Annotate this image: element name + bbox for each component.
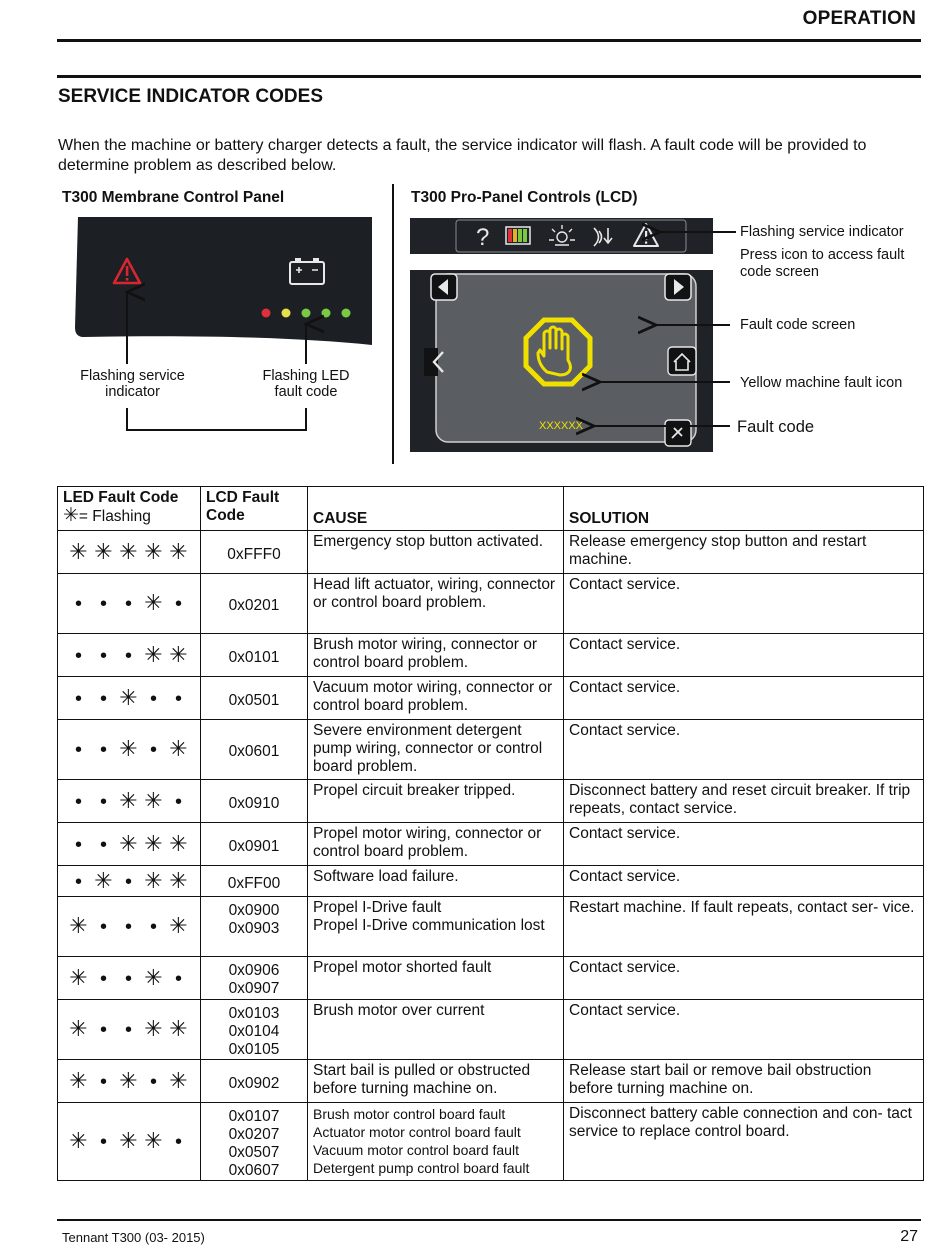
annotation-flashing-indicator: Flashing service indicator (740, 224, 904, 240)
solution-cell: Release start bail or remove bail obstruction before turning machine on. (564, 1060, 924, 1103)
lcd-code-cell (201, 957, 308, 1000)
led-light (322, 309, 331, 318)
header-rule (57, 39, 921, 42)
led-dot-icon: • (99, 739, 108, 761)
led-dot-icon: • (174, 1131, 183, 1153)
flashing-star-icon: ✳ (119, 1067, 139, 1093)
solution-cell: Contact service. (564, 957, 924, 1000)
led-dot-icon: • (99, 1131, 108, 1153)
cause-text: Emergency stop button activated. (313, 533, 544, 550)
led-pattern-cell (58, 634, 201, 677)
led-dot-icon: • (99, 687, 108, 710)
flashing-star-icon: ✳ (169, 1067, 189, 1093)
cause-cell (308, 1000, 564, 1060)
lcd-code-cell (201, 780, 308, 823)
lcd-code: 0x0501 (228, 691, 280, 709)
battery-level-icon[interactable] (506, 227, 530, 244)
flashing-star-icon: ✳ (169, 538, 189, 564)
led-dot-icon: • (99, 916, 108, 938)
lcd-code-cell (201, 823, 308, 866)
solution-cell: Contact service. (564, 866, 924, 897)
lcd-panel-image (410, 216, 713, 452)
lcd-code: 0x0105 (228, 1041, 280, 1058)
led-pattern-cell (58, 823, 201, 866)
table-row (58, 574, 924, 634)
lcd-code-cell (201, 1000, 308, 1060)
table-row (58, 1000, 924, 1060)
flashing-star-icon: ✳ (169, 867, 189, 893)
help-icon[interactable]: ? (476, 224, 490, 251)
lcd-code: 0xFFF0 (227, 545, 281, 563)
cause-text: Actuator motor control board fault (313, 1124, 521, 1140)
flashing-star-icon: ✳ (169, 641, 189, 667)
lcd-code: 0xFF00 (227, 874, 281, 892)
lcd-code-cell (201, 897, 308, 957)
annotation-fault-code: Fault code (737, 418, 815, 436)
header-solution: SOLUTION (564, 487, 924, 531)
header-led-label: LED Fault Code (63, 489, 179, 506)
lcd-code: 0x0902 (228, 1074, 280, 1092)
caption-flashing-service-indicator: Flashing service indicator (80, 368, 185, 400)
led-dot-icon: • (174, 790, 183, 813)
led-dot-icon: • (99, 833, 108, 856)
flashing-star-icon: ✳ (169, 830, 189, 856)
flashing-star-icon: ✳ (144, 641, 164, 667)
lcd-code-cell (201, 677, 308, 720)
led-pattern-cell (58, 531, 201, 574)
lcd-code: 0x0607 (228, 1162, 280, 1179)
cause-cell (308, 780, 564, 823)
led-dot-icon: • (174, 967, 183, 990)
cause-text: Brush motor control board fault (313, 1106, 506, 1122)
cause-cell (308, 634, 564, 677)
led-light (302, 309, 311, 318)
flashing-star-icon: ✳ (69, 538, 89, 564)
prev-arrow-button[interactable] (431, 274, 457, 300)
solution-cell: Contact service. (564, 634, 924, 677)
table-row (58, 957, 924, 1000)
lcd-code-cell (201, 574, 308, 634)
lcd-code-cell (201, 866, 308, 897)
membrane-panel-heading: T300 Membrane Control Panel (62, 189, 285, 206)
lcd-code: 0x0201 (228, 597, 280, 614)
tool-icon[interactable] (665, 420, 691, 446)
led-pattern-cell (58, 720, 201, 780)
cause-text: Propel motor wiring, connector or control board problem. (313, 825, 542, 860)
flashing-star-icon: ✳ (144, 1128, 164, 1153)
solution-cell: Contact service. (564, 1000, 924, 1060)
led-dot-icon: • (74, 687, 83, 710)
solution-cell: Contact service. (564, 720, 924, 780)
led-pattern-cell (58, 897, 201, 957)
lcd-code-cell (201, 1060, 308, 1103)
led-dot-icon: • (149, 687, 158, 710)
led-dot-icon: • (124, 870, 133, 893)
solution-cell: Disconnect battery cable connection and con- tact service to replace control board. (564, 1103, 924, 1181)
header-led-legend: = Flashing (78, 508, 151, 525)
caption-flashing-led: Flashing LED fault code (262, 368, 350, 400)
solution-cell: Release emergency stop button and restart machine. (564, 531, 924, 574)
cause-text: Propel I-Drive fault (313, 899, 442, 916)
flashing-star-icon: ✳ (94, 538, 114, 564)
flashing-star-icon: ✳ (144, 867, 164, 893)
lcd-code-cell (201, 1103, 308, 1181)
led-pattern-cell (58, 866, 201, 897)
table-header-row (58, 487, 924, 531)
cause-text: Vacuum motor control board fault (313, 1142, 519, 1158)
flashing-star-icon: ✳ (144, 590, 164, 615)
cause-cell (308, 677, 564, 720)
table-row (58, 866, 924, 897)
cause-text: Vacuum motor wiring, connector or control board problem. (313, 679, 553, 714)
flashing-star-icon: ✳ (119, 684, 139, 710)
led-dot-icon: • (149, 1070, 158, 1093)
footer-rule (57, 1219, 921, 1221)
led-light (342, 309, 351, 318)
table-row (58, 1103, 924, 1181)
cause-text: Head lift actuator, wiring, connector or control board problem. (313, 576, 556, 611)
lcd-code-cell (201, 634, 308, 677)
cause-text: Start bail is pulled or obstructed before turning machine on. (313, 1062, 531, 1097)
flashing-star-icon: ✳ (144, 787, 164, 813)
lcd-code: 0x0101 (228, 648, 280, 666)
led-pattern-cell (58, 1103, 201, 1181)
led-dot-icon: • (99, 967, 108, 990)
flashing-star-icon: ✳ (144, 1016, 164, 1041)
flashing-star-icon: ✳ (169, 913, 189, 938)
fault-code-table (57, 486, 924, 1181)
led-pattern-cell (58, 574, 201, 634)
flashing-star-icon: ✳ (119, 787, 139, 813)
flashing-star-icon: ✳ (63, 505, 79, 526)
annotation-press-icon: Press icon to access fault code screen (740, 247, 905, 280)
flashing-star-icon: ✳ (69, 1067, 89, 1093)
lcd-code-cell (201, 720, 308, 780)
cause-cell (308, 1103, 564, 1181)
lcd-code: 0x0507 (228, 1144, 280, 1161)
section-header: OPERATION (802, 8, 916, 29)
column-divider (392, 184, 394, 464)
header-cause: CAUSE (308, 487, 564, 531)
flashing-star-icon: ✳ (144, 538, 164, 564)
led-pattern-cell (58, 957, 201, 1000)
table-row (58, 634, 924, 677)
cause-cell (308, 1060, 564, 1103)
solution-cell: Contact service. (564, 677, 924, 720)
lcd-code: 0x0906 (228, 962, 280, 979)
led-dot-icon: • (124, 593, 133, 615)
led-dot-icon: • (174, 593, 183, 615)
led-dot-icon: • (99, 1019, 108, 1041)
table-row (58, 780, 924, 823)
solution-cell: Disconnect battery and reset circuit breaker. If trip repeats, contact service. (564, 780, 924, 823)
lcd-code: 0x0104 (228, 1023, 280, 1040)
led-dot-icon: • (149, 739, 158, 761)
flashing-star-icon: ✳ (119, 538, 139, 564)
lcd-code: 0x0103 (228, 1005, 280, 1022)
lcd-code: 0x0107 (228, 1108, 280, 1125)
flashing-star-icon: ✳ (119, 1128, 139, 1153)
cause-text: Software load failure. (313, 868, 459, 885)
annotation-yellow-fault-icon: Yellow machine fault icon (740, 375, 903, 391)
lcd-code-cell (201, 531, 308, 574)
led-dot-icon: • (74, 833, 83, 856)
lcd-panel-heading: T300 Pro-Panel Controls (LCD) (411, 189, 638, 206)
lcd-code: 0x0903 (228, 920, 280, 937)
header-lcd-code: LCD Fault Code (201, 487, 308, 531)
led-pattern-cell (58, 677, 201, 720)
cause-cell (308, 866, 564, 897)
table-row (58, 677, 924, 720)
home-icon[interactable] (668, 347, 696, 375)
led-dot-icon: • (99, 593, 108, 615)
cause-cell (308, 823, 564, 866)
led-pattern-cell (58, 1000, 201, 1060)
led-dot-icon: • (74, 593, 83, 615)
next-arrow-button[interactable] (665, 274, 691, 300)
lcd-code: 0x0901 (228, 837, 280, 855)
table-row (58, 823, 924, 866)
cause-text: Detergent pump control board fault (313, 1160, 530, 1176)
led-dot-icon: • (99, 790, 108, 813)
led-dot-icon: • (149, 916, 158, 938)
intro-paragraph: When the machine or battery charger detects a fault, the service indicator will flash. A fault code will be provided to determine problem as described below. (58, 137, 867, 174)
solution-cell: Contact service. (564, 823, 924, 866)
table-row (58, 1060, 924, 1103)
led-dot-icon: • (99, 1070, 108, 1093)
flashing-star-icon: ✳ (69, 1016, 89, 1041)
lcd-code: 0x0900 (228, 902, 280, 919)
led-dot-icon: • (124, 916, 133, 938)
page-number: 27 (900, 1228, 918, 1245)
flashing-star-icon: ✳ (169, 736, 189, 761)
led-dot-icon: • (99, 644, 108, 667)
title-rule (57, 75, 921, 78)
cause-text: Brush motor over current (313, 1002, 485, 1019)
lcd-code: 0x0207 (228, 1126, 280, 1143)
led-light (262, 309, 271, 318)
led-dot-icon: • (74, 870, 83, 893)
footer-model: Tennant T300 (03- 2015) (62, 1230, 205, 1245)
flashing-star-icon: ✳ (69, 964, 89, 990)
cause-cell (308, 531, 564, 574)
solution-cell: Restart machine. If fault repeats, contact ser- vice. (564, 897, 924, 957)
table-row (58, 720, 924, 780)
flashing-star-icon: ✳ (144, 964, 164, 990)
header-led-code (58, 487, 201, 531)
annotation-fault-code-screen: Fault code screen (740, 317, 856, 333)
cause-text: Propel motor shorted fault (313, 959, 492, 976)
led-dot-icon: • (74, 790, 83, 813)
cause-text: Brush motor wiring, connector or control board problem. (313, 636, 537, 671)
led-light (282, 309, 291, 318)
led-dot-icon: • (124, 644, 133, 667)
flashing-star-icon: ✳ (69, 913, 89, 938)
cause-cell (308, 574, 564, 634)
cause-text: Propel circuit breaker tripped. (313, 782, 516, 799)
membrane-panel-image (74, 217, 372, 347)
table-row (58, 531, 924, 574)
lcd-code: 0x0601 (228, 743, 280, 760)
led-dot-icon: • (174, 687, 183, 710)
led-dot-icon: • (124, 967, 133, 990)
page-title: SERVICE INDICATOR CODES (58, 86, 323, 107)
led-pattern-cell (58, 780, 201, 823)
flashing-star-icon: ✳ (119, 830, 139, 856)
cause-text: Severe environment detergent pump wiring, connector or control board problem. (313, 722, 543, 775)
led-dot-icon: • (74, 644, 83, 667)
cause-cell (308, 720, 564, 780)
led-dot-icon: • (124, 1019, 133, 1041)
flashing-star-icon: ✳ (94, 867, 114, 893)
led-pattern-cell (58, 1060, 201, 1103)
flashing-star-icon: ✳ (169, 1016, 189, 1041)
solution-cell: Contact service. (564, 574, 924, 634)
led-dot-icon: • (74, 739, 83, 761)
table-row (58, 897, 924, 957)
cause-cell (308, 897, 564, 957)
flashing-star-icon: ✳ (119, 736, 139, 761)
lcd-code: 0x0907 (228, 980, 280, 997)
flashing-star-icon: ✳ (144, 830, 164, 856)
flashing-star-icon: ✳ (69, 1128, 89, 1153)
fault-code-text: XXXXXX (539, 420, 584, 432)
cause-cell (308, 957, 564, 1000)
cause-text: Propel I-Drive communication lost (313, 917, 545, 934)
lcd-code: 0x0910 (228, 794, 280, 812)
